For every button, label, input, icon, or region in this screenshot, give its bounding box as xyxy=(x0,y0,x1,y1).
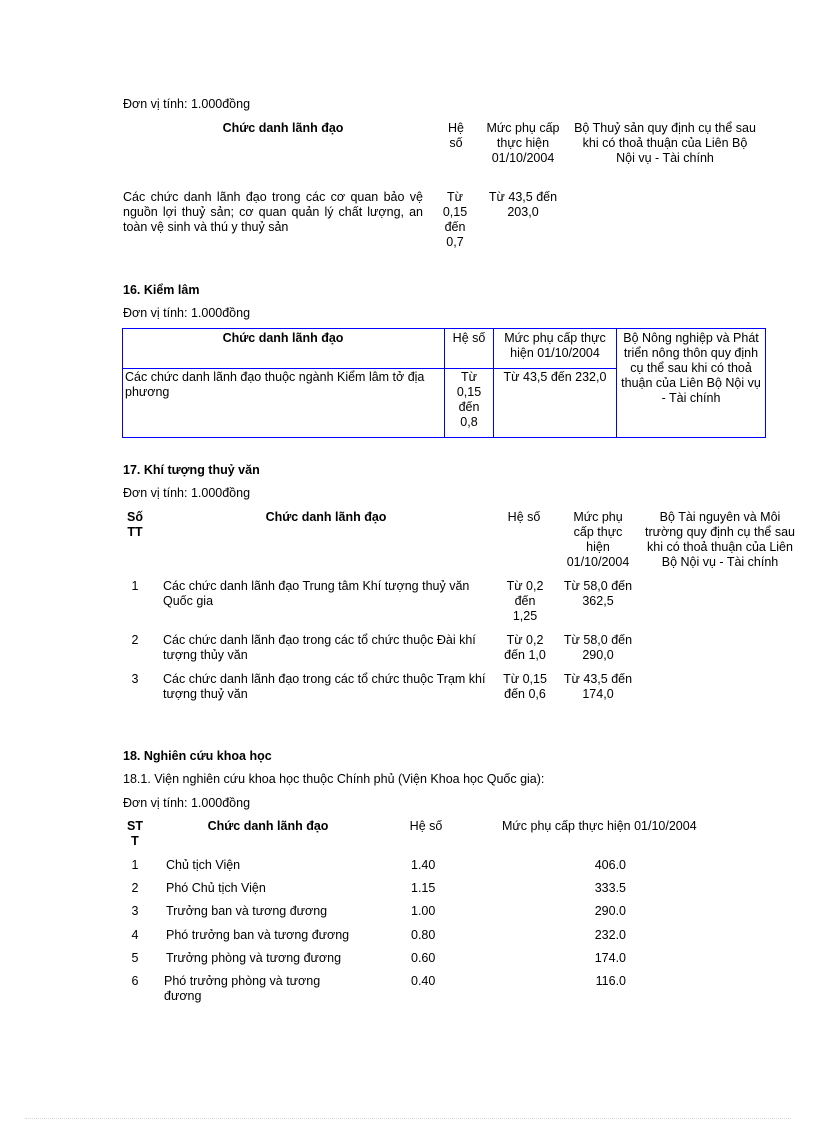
s16-unit: Đơn vị tính: 1.000đồng xyxy=(123,306,251,320)
s15-header-title: Chức danh lãnh đạo xyxy=(222,121,344,135)
s18-row-title: Phó trưởng phòng và tương đương xyxy=(164,974,321,1003)
s18-row-allowance: 116.0 xyxy=(595,974,626,988)
s18-header-title: Chức danh lãnh đạo xyxy=(207,819,329,833)
s18-row-no: 6 xyxy=(131,974,139,988)
s16-row-allowance: Từ 43,5 đến 232,0 xyxy=(503,370,607,384)
s15-row-coefficient: Từ 0,15 đến 0,7 xyxy=(442,190,468,249)
s17-heading: 17. Khí tượng thuỷ văn xyxy=(123,463,260,477)
s18-row-coefficient: 1.00 xyxy=(411,904,436,918)
s17-row-allowance: Từ 58,0 đến 362,5 xyxy=(563,579,633,608)
s18-row-coefficient: 0.40 xyxy=(411,974,436,988)
s17-header-no: Số TT xyxy=(127,510,143,539)
s17-row-no: 2 xyxy=(131,633,139,647)
s18-row-coefficient: 0.60 xyxy=(411,951,436,965)
s15-row-title: Các chức danh lãnh đạo trong các cơ quan bảo vệ nguồn lợi thuỷ sản; cơ quan quản lý chất lượng, an toàn vệ sinh và thú y thuỷ sản xyxy=(123,190,423,234)
s18-row-coefficient: 1.40 xyxy=(411,858,436,872)
s18-row-title: Phó Chủ tịch Viện xyxy=(166,881,266,895)
s16-row-coefficient: Từ 0,15 đến 0,8 xyxy=(456,370,482,429)
s18-row-title: Chủ tịch Viện xyxy=(166,858,241,872)
s16-header-coefficient: Hệ số xyxy=(452,331,486,345)
s16-header-allowance: Mức phụ cấp thực hiện 01/10/2004 xyxy=(504,331,606,360)
s17-row-coefficient: Từ 0,2 đến 1,0 xyxy=(504,633,546,662)
s15-header-coefficient: Hệ số xyxy=(448,121,464,150)
s17-row-title: Các chức danh lãnh đạo trong các tổ chức thuộc Trạm khí tượng thuỷ văn xyxy=(163,672,486,701)
s16-header-title: Chức danh lãnh đạo xyxy=(222,331,344,345)
s18-row-coefficient: 0.80 xyxy=(411,928,436,942)
s18-unit: Đơn vị tính: 1.000đồng xyxy=(123,796,251,810)
s18-row-no: 3 xyxy=(131,904,139,918)
s18-row-title: Phó trưởng ban và tương đương xyxy=(166,928,350,942)
s18-row-no: 2 xyxy=(131,881,139,895)
s18-row-allowance: 406.0 xyxy=(594,858,626,872)
s17-row-no: 1 xyxy=(131,579,139,593)
s17-row-title: Các chức danh lãnh đạo trong các tổ chức thuộc Đài khí tượng thủy văn xyxy=(163,633,476,662)
s18-subheading: 18.1. Viện nghiên cứu khoa học thuộc Chính phủ (Viện Khoa học Quốc gia): xyxy=(123,772,545,786)
s18-heading: 18. Nghiên cứu khoa học xyxy=(123,749,272,763)
s15-header-allowance: Mức phụ cấp thực hiện 01/10/2004 xyxy=(486,121,560,165)
s16-heading: 16. Kiểm lâm xyxy=(123,283,200,297)
s18-header-no: STT xyxy=(127,819,143,848)
s18-row-allowance: 333.5 xyxy=(594,881,626,895)
s17-row-allowance: Từ 43,5 đến 174,0 xyxy=(563,672,633,701)
s15-header-note: Bộ Thuỷ sản quy định cụ thể sau khi có thoả thuận của Liên Bộ Nội vụ - Tài chính xyxy=(574,121,756,165)
s17-row-no: 3 xyxy=(131,672,139,686)
s17-header-allowance: Mức phụ cấp thực hiện 01/10/2004 xyxy=(566,510,630,569)
s18-row-allowance: 174.0 xyxy=(594,951,626,965)
s18-row-title: Trưởng ban và tương đương xyxy=(166,904,328,918)
s18-row-title: Trưởng phòng và tương đương xyxy=(166,951,342,965)
s17-row-coefficient: Từ 0,15 đến 0,6 xyxy=(503,672,547,701)
s18-header-allowance: Mức phụ cấp thực hiện 01/10/2004 xyxy=(502,819,697,833)
s17-row-allowance: Từ 58,0 đến 290,0 xyxy=(563,633,633,662)
s15-unit: Đơn vị tính: 1.000đồng xyxy=(123,97,251,111)
s18-row-no: 5 xyxy=(131,951,139,965)
s18-header-coefficient: Hệ số xyxy=(409,819,443,833)
s17-header-coefficient: Hệ số xyxy=(507,510,541,524)
s17-row-coefficient: Từ 0,2 đến 1,25 xyxy=(506,579,544,623)
s18-row-no: 1 xyxy=(131,858,139,872)
s16-header-note: Bộ Nông nghiệp và Phát triển nông thôn quy định cụ thể sau khi có thoả thuận của Liên Bộ Nội vụ - Tài chính xyxy=(621,331,761,405)
s15-row-allowance: Từ 43,5 đến 203,0 xyxy=(488,190,558,219)
s16-row-title: Các chức danh lãnh đạo thuộc ngành Kiểm lâm tở địa phương xyxy=(125,370,425,399)
s18-row-allowance: 232.0 xyxy=(594,928,626,942)
page-bottom-divider xyxy=(25,1118,791,1119)
s17-header-note: Bộ Tài nguyên và Môi trường quy định cụ thể sau khi có thoả thuận của Liên Bộ Nội vụ - Tài chính xyxy=(645,510,795,569)
s18-row-no: 4 xyxy=(131,928,139,942)
s18-row-coefficient: 1.15 xyxy=(411,881,436,895)
s17-row-title: Các chức danh lãnh đạo Trung tâm Khí tượng thuỷ văn Quốc gia xyxy=(163,579,470,608)
s17-header-title: Chức danh lãnh đạo xyxy=(265,510,387,524)
s17-unit: Đơn vị tính: 1.000đồng xyxy=(123,486,251,500)
s18-row-allowance: 290.0 xyxy=(594,904,626,918)
